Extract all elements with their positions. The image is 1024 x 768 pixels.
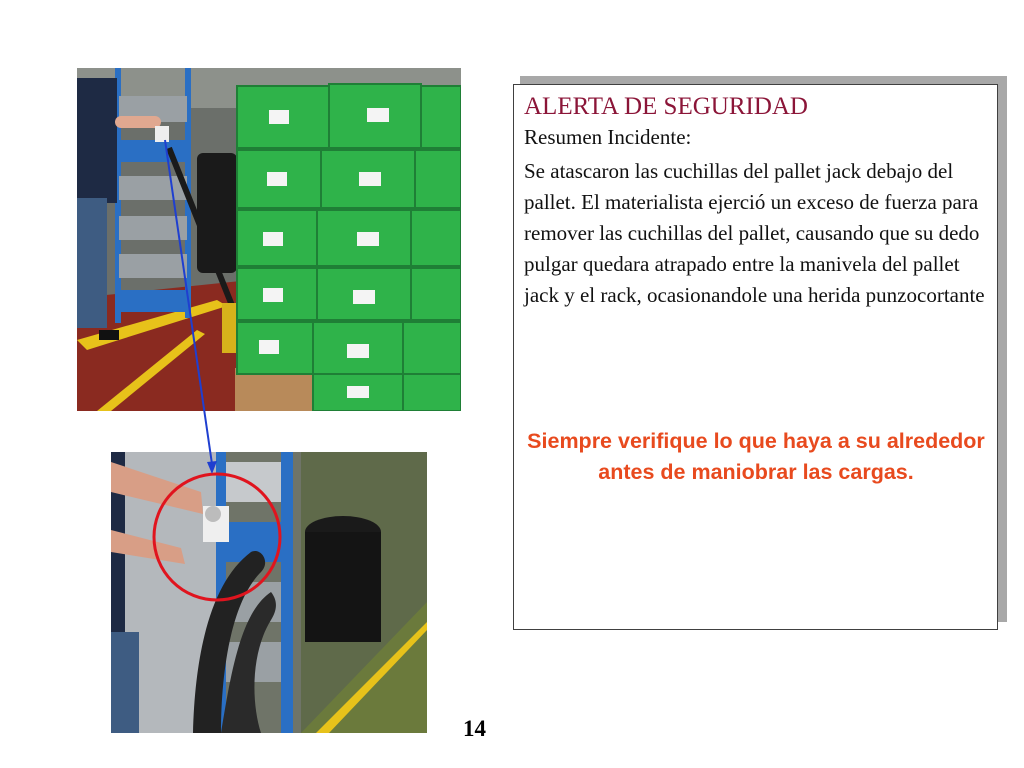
incident-photo-closeup — [111, 452, 427, 733]
alert-title: ALERTA DE SEGURIDAD — [524, 93, 808, 120]
incident-description: Se atascaron las cuchillas del pallet jack debajo del pallet. El materialista ejerció un exceso de fuerza para remover las cuchillas del pallet, causando que su dedo pulgar quedara atrapado entre la manivela del pallet jack y el rack, ocasionandole una herida punzocortante — [524, 159, 985, 307]
page-number: 14 — [463, 716, 486, 741]
incident-photo-overview — [77, 68, 461, 411]
safety-warning: Siempre verifique lo que haya a su alrededor antes de maniobrar las cargas. — [527, 429, 985, 484]
incident-summary-label: Resumen Incidente: — [524, 125, 692, 149]
safety-alert-panel — [513, 84, 998, 630]
